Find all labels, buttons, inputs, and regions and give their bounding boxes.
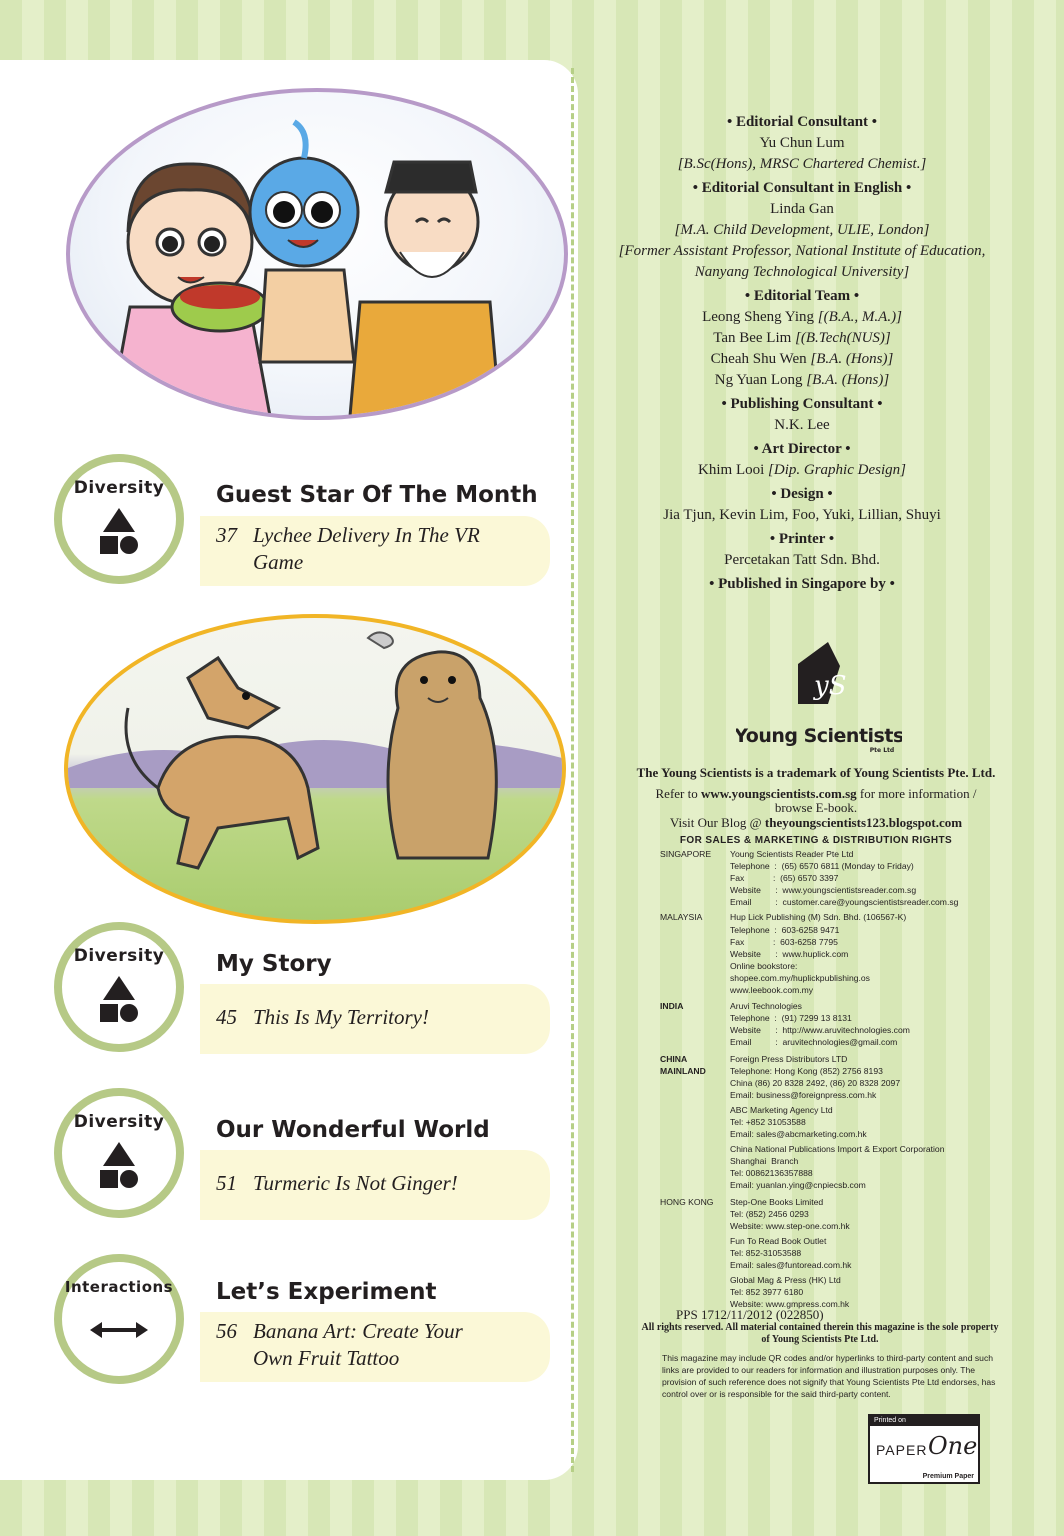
- svg-text:yS: yS: [814, 671, 847, 701]
- paper-one: One: [928, 1432, 978, 1460]
- credit-line: [600, 415, 1004, 436]
- contact-row: [660, 1196, 1020, 1232]
- shapes-icon: [99, 1140, 139, 1192]
- section-title: My Story: [216, 951, 332, 977]
- credit-name: Khim Looi: [698, 462, 769, 478]
- credits: [600, 112, 1004, 595]
- credit-name: Tan Bee Lim: [713, 330, 796, 346]
- credit-qualification: [Former Assistant Professor, National Institute of Education,: [618, 243, 986, 259]
- diversity-badge: [54, 454, 184, 584]
- credit-heading: • Editorial Consultant in English •: [692, 180, 912, 196]
- credit-name: Yu Chun Lum: [759, 135, 845, 151]
- section-title: Guest Star Of The Month: [216, 482, 538, 508]
- contact-country: HONG KONG: [660, 1196, 714, 1207]
- website-link[interactable]: www.youngscientists.com.sg: [700, 786, 857, 801]
- disclaimer: This magazine may include QR codes and/or hyperlinks to third-party content and such links are provided to our readers for information and illustration purposes only. The provision of such reference does not signify that Young Scientists Pte Ltd endorses, has control over or is responsible for the said third-party content.: [662, 1353, 996, 1399]
- credit-qualification: [(B.A., M.A.)]: [817, 309, 902, 325]
- credit-qualification: [B.Sc(Hons), MRSC Chartered Chemist.]: [677, 156, 927, 172]
- lychee-comic-illustration: [66, 88, 568, 420]
- credit-name: Ng Yuan Long: [714, 372, 807, 388]
- credit-line: [600, 550, 1004, 571]
- item-title-line: Own Fruit Tattoo: [253, 1346, 400, 1370]
- refer-line: [606, 787, 1026, 815]
- logo-name: Young Scientists: [736, 725, 902, 747]
- paper-sub: Premium Paper: [922, 1473, 974, 1480]
- credit-heading: • Publishing Consultant •: [721, 396, 883, 412]
- contact-info: Global Mag & Press (HK) Ltd Tel: 852 3977 6180 Website: www.gmpress.com.hk: [730, 1275, 850, 1310]
- credit-qualification: [M.A. Child Development, ULIE, London]: [674, 222, 930, 238]
- credit-line: [600, 349, 1004, 370]
- paper-brand: PAPER: [876, 1442, 928, 1458]
- credit-line: [600, 133, 1004, 154]
- contact-row: [660, 1053, 1020, 1101]
- paper-top: Printed on: [870, 1416, 978, 1426]
- contact-info: Hup Lick Publishing (M) Sdn. Bhd. (106567-K) Telephone : 603-6258 9471 Fax : 603-6258 7795 Website : www.huplick.com Online bookstore: shopee.com.my/huplickpublishing.os www.leebook.com.my: [730, 912, 907, 996]
- contact-row: [660, 1000, 1020, 1048]
- contact-info: Fun To Read Book Outlet Tel: 852-31053588 Email: sales@funtoread.com.hk: [730, 1235, 852, 1270]
- credit-name: Leong Sheng Ying: [702, 309, 818, 325]
- contact-country: [660, 1143, 730, 1191]
- item-title-line: Turmeric Is Not Ginger!: [253, 1171, 458, 1195]
- credit-name: Cheah Shu Wen: [710, 351, 811, 367]
- contact-row: [660, 1104, 1020, 1140]
- credit-line: [600, 460, 1004, 481]
- logo-sub: Pte Ltd: [869, 747, 895, 754]
- contact-info: Young Scientists Reader Pte Ltd Telephone : (65) 6570 6811 (Monday to Friday) Fax : (65) 6570 3397 Website : www.youngscientistsreader.com.sg Email : customer.care@youngscientistsreader.com.sg: [730, 849, 959, 908]
- credit-line: [600, 220, 1004, 241]
- credit-name: Jia Tjun, Kevin Lim, Foo, Yuki, Lillian, Shuyi: [663, 507, 941, 523]
- credit-qualification: [Dip. Graphic Design]: [768, 462, 906, 478]
- credit-name: Percetakan Tatt Sdn. Bhd.: [724, 552, 880, 568]
- young-scientists-logo: [736, 636, 902, 756]
- credit-name: N.K. Lee: [774, 417, 830, 433]
- contacts-list: [660, 848, 1020, 1310]
- contact-country: MALAYSIA: [660, 912, 703, 923]
- item-title-line: This Is My Territory!: [253, 1005, 429, 1029]
- credit-heading: • Art Director •: [753, 441, 851, 457]
- trademark-line: The Young Scientists is a trademark of Young Scientists Pte. Ltd.: [636, 765, 996, 780]
- credit-line: [600, 262, 1004, 283]
- credit-heading: • Printer •: [769, 531, 835, 547]
- credit-qualification: [B.A. (Hons)]: [806, 372, 890, 388]
- item-title-line: Banana Art: Create Your: [253, 1319, 463, 1343]
- contact-info: ABC Marketing Agency Ltd Tel: +852 31053588 Email: sales@abcmarketing.com.hk: [730, 1104, 867, 1140]
- credit-line: [600, 154, 1004, 175]
- badge-label: Diversity: [73, 946, 165, 966]
- credit-qualification: [(B.Tech(NUS)]: [795, 330, 891, 346]
- badge-label: Diversity: [73, 1112, 165, 1132]
- item-45[interactable]: [200, 984, 550, 1054]
- item-51[interactable]: [200, 1150, 550, 1220]
- credit-qualification: [B.A. (Hons)]: [810, 351, 894, 367]
- blog-link[interactable]: theyoungscientists123.blogspot.com: [764, 815, 963, 830]
- pps-number: PPS 1712/11/2012 (022850): [676, 1307, 824, 1322]
- item-56[interactable]: [200, 1312, 550, 1382]
- paperone-logo: [868, 1414, 980, 1484]
- credit-heading: • Editorial Consultant •: [726, 114, 878, 130]
- refer-line2: browse E-book.: [774, 800, 858, 815]
- contact-country: SINGAPORE: [660, 849, 712, 859]
- credit-qualification: Nanyang Technological University]: [694, 264, 910, 280]
- contact-info: Aruvi Technologies Telephone : (91) 7299 13 8131 Website : http://www.aruvitechnologies.com Email : aruvitechnologies@gmail.com: [730, 1001, 910, 1048]
- credit-line: [600, 241, 1004, 262]
- contact-row: [660, 911, 1020, 996]
- page-number: 51: [216, 1171, 237, 1195]
- blog-line: [606, 816, 1026, 830]
- rights-heading: FOR SALES & MARKETING & DISTRIBUTION RIGHTS: [679, 835, 953, 846]
- contact-country: CHINA MAINLAND: [660, 1053, 706, 1076]
- credit-line: [600, 307, 1004, 328]
- badge-label: Interactions: [64, 1278, 174, 1296]
- page-number: 56: [216, 1319, 237, 1343]
- contact-country: [660, 1235, 730, 1271]
- credit-line: [600, 505, 1004, 526]
- contact-country: [660, 1274, 730, 1310]
- contact-info: China National Publications Import & Export Corporation Shanghai Branch Tel: 00862136357888 Email: yuanlan.ying@cnpiecsb.com: [730, 1144, 945, 1191]
- item-37[interactable]: [200, 516, 550, 586]
- contact-info: Step-One Books Limited Tel: (852) 2456 0293 Website: www.step-one.com.hk: [730, 1196, 850, 1231]
- refer-post: for more information /: [856, 786, 977, 801]
- credit-line: [600, 199, 1004, 220]
- contact-row: [660, 848, 1020, 908]
- contact-info: Foreign Press Distributors LTD Telephone: Hong Kong (852) 2756 8193 China (86) 20 8328 2492, (86) 20 8328 2097 Email: business@foreignpress.com.hk: [730, 1053, 901, 1100]
- refer-pre: Refer to: [655, 786, 701, 801]
- credit-name: Linda Gan: [770, 201, 834, 217]
- shapes-icon: [99, 506, 139, 558]
- credit-heading: • Design •: [771, 486, 833, 502]
- interactions-badge: [54, 1254, 184, 1384]
- blog-pre: Visit Our Blog @: [669, 815, 765, 830]
- double-arrow-icon: [90, 1320, 148, 1340]
- contact-country: [660, 1104, 730, 1140]
- item-title-line: Lychee Delivery In The VR: [253, 523, 480, 547]
- shapes-icon: [99, 974, 139, 1026]
- contact-row: [660, 1274, 1020, 1310]
- item-title-line: Game: [253, 550, 304, 574]
- contact-country: INDIA: [660, 1001, 684, 1012]
- fox-marmot-illustration: [64, 614, 566, 924]
- diversity-badge: [54, 1088, 184, 1218]
- credit-heading: • Published in Singapore by •: [709, 576, 895, 592]
- rights-text: All rights reserved. All material contained therein this magazine is the sole property of Young Scientists Pte Ltd.: [641, 1322, 999, 1345]
- credit-heading: • Editorial Team •: [744, 288, 860, 304]
- page-number: 45: [216, 1005, 237, 1029]
- badge-label: Diversity: [73, 478, 165, 498]
- contact-row: [660, 1143, 1020, 1191]
- diversity-badge: [54, 922, 184, 1052]
- section-title: Our Wonderful World: [216, 1117, 490, 1143]
- contact-row: [660, 1235, 1020, 1271]
- section-title: Let’s Experiment: [216, 1279, 437, 1305]
- credit-line: [600, 328, 1004, 349]
- credit-line: [600, 370, 1004, 391]
- page-number: 37: [216, 523, 237, 547]
